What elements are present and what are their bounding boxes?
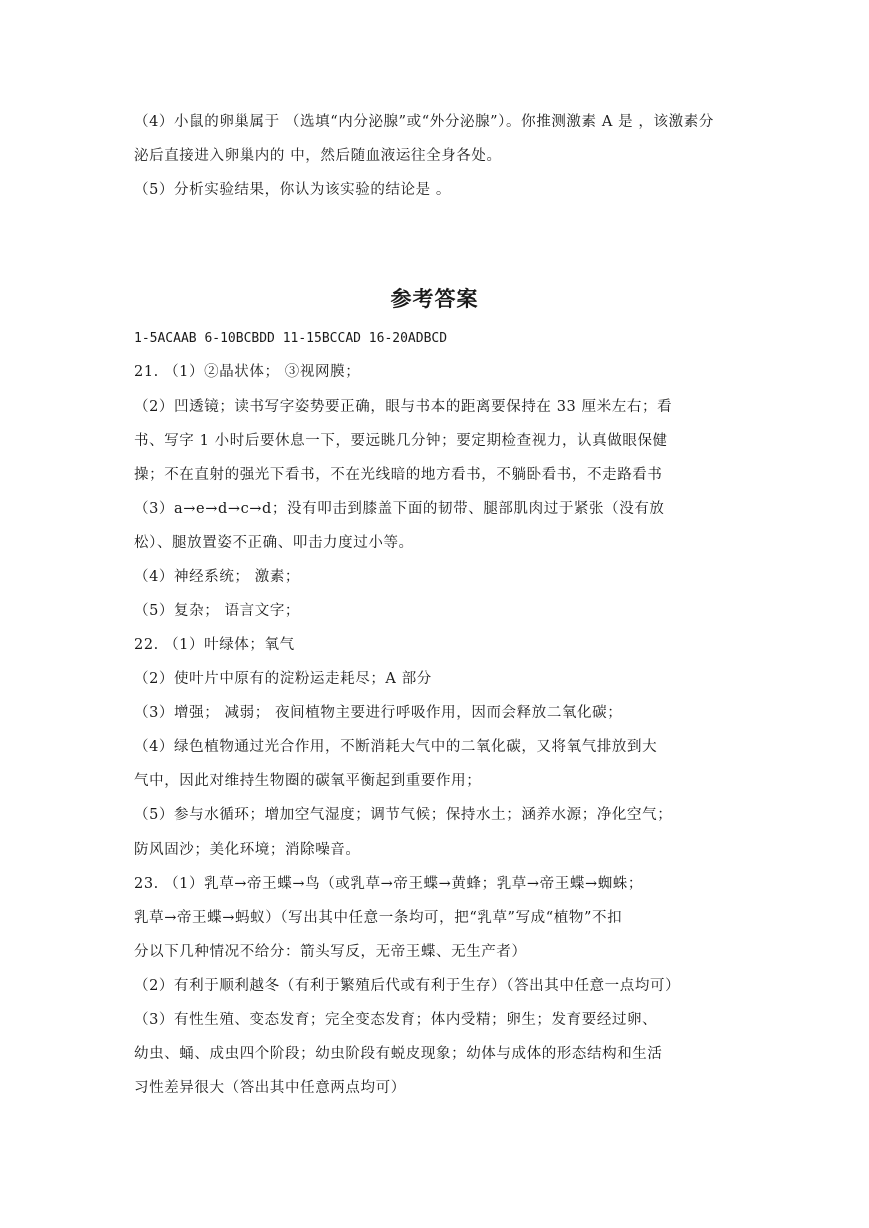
answer-21-line: （2）凹透镜；读书写字姿势要正确，眼与书本的距离要保持在 33 厘米左右；看 bbox=[134, 399, 673, 415]
answer-21-line: （4）神经系统； 激素； bbox=[134, 569, 301, 585]
answer-23-line: 乳草→帝王蝶→蚂蚁）（写出其中任意一条均可，把“乳草”写成“植物”不扣 bbox=[134, 910, 623, 926]
answer-23-line: 23. （1）乳草→帝王蝶→鸟（或乳草→帝王蝶→黄蜂；乳草→帝王蝶→蜘蛛； bbox=[134, 876, 643, 892]
answer-21-line: 松）、腿放置姿不正确、叩击力度过小等。 bbox=[134, 535, 414, 551]
answer-22-line: （4）绿色植物通过光合作用，不断消耗大气中的二氧化碳，又将氧气排放到大 bbox=[134, 739, 658, 755]
answer-22-line: （5）参与水循环；增加空气湿度；调节气候；保持水土；涵养水源；净化空气； bbox=[134, 807, 673, 823]
answer-22-line: 22. （1）叶绿体；氧气 bbox=[134, 637, 295, 653]
answer-21-line: 书、写字 1 小时后要休息一下，要远眺几分钟；要定期检查视力，认真做眼保健 bbox=[134, 433, 668, 449]
question-5-line-1: （5）分析实验结果，你认为该实验的结论是 。 bbox=[134, 182, 452, 198]
answer-23-line: （3）有性生殖、变态发育；完全变态发育；体内受精；卵生；发育要经过卵、 bbox=[134, 1012, 658, 1028]
answer-21-line: 操；不在直射的强光下看书，不在光线暗的地方看书，不躺卧看书，不走路看书 bbox=[134, 467, 663, 483]
multiple-choice-answers: 1-5ACAAB 6-10BCBDD 11-15BCCAD 16-20ADBCD bbox=[134, 331, 448, 346]
answer-21-line: 21. （1）②晶状体； ③视网膜； bbox=[134, 364, 361, 380]
answer-21-line: （3）a→e→d→c→d；没有叩击到膝盖下面的韧带、腿部肌肉过于紧张（没有放 bbox=[134, 501, 665, 517]
answer-23-line: （2）有利于顺利越冬（有利于繁殖后代或有利于生存）（答出其中任意一点均可） bbox=[134, 978, 681, 994]
answer-23-line: 分以下几种情况不给分：箭头写反，无帝王蝶、无生产者） bbox=[134, 944, 527, 960]
question-4-line-2: 泌后直接进入卵巢内的 中，然后随血液运往全身各处。 bbox=[134, 148, 502, 164]
answer-22-line: 气中，因此对维持生物圈的碳氧平衡起到重要作用； bbox=[134, 773, 482, 789]
answer-23-line: 习性差异很大（答出其中任意两点均可） bbox=[134, 1080, 406, 1096]
answer-22-line: （2）使叶片中原有的淀粉运走耗尽；A 部分 bbox=[134, 671, 432, 687]
answer-23-line: 幼虫、蛹、成虫四个阶段；幼虫阶段有蜕皮现象；幼体与成体的形态结构和生活 bbox=[134, 1046, 663, 1062]
answer-22-line: 防风固沙；美化环境；消除噪音。 bbox=[134, 842, 361, 858]
answer-21-line: （5）复杂； 语言文字； bbox=[134, 603, 301, 619]
answers-title: 参考答案 bbox=[390, 287, 479, 311]
question-4-line-1: （4）小鼠的卵巢属于 （选填“内分泌腺”或“外分泌腺”）。你推测激素 A 是 ，该激素分 bbox=[134, 114, 714, 130]
answer-22-line: （3）增强； 减弱； 夜间植物主要进行呼吸作用，因而会释放二氧化碳； bbox=[134, 705, 623, 721]
